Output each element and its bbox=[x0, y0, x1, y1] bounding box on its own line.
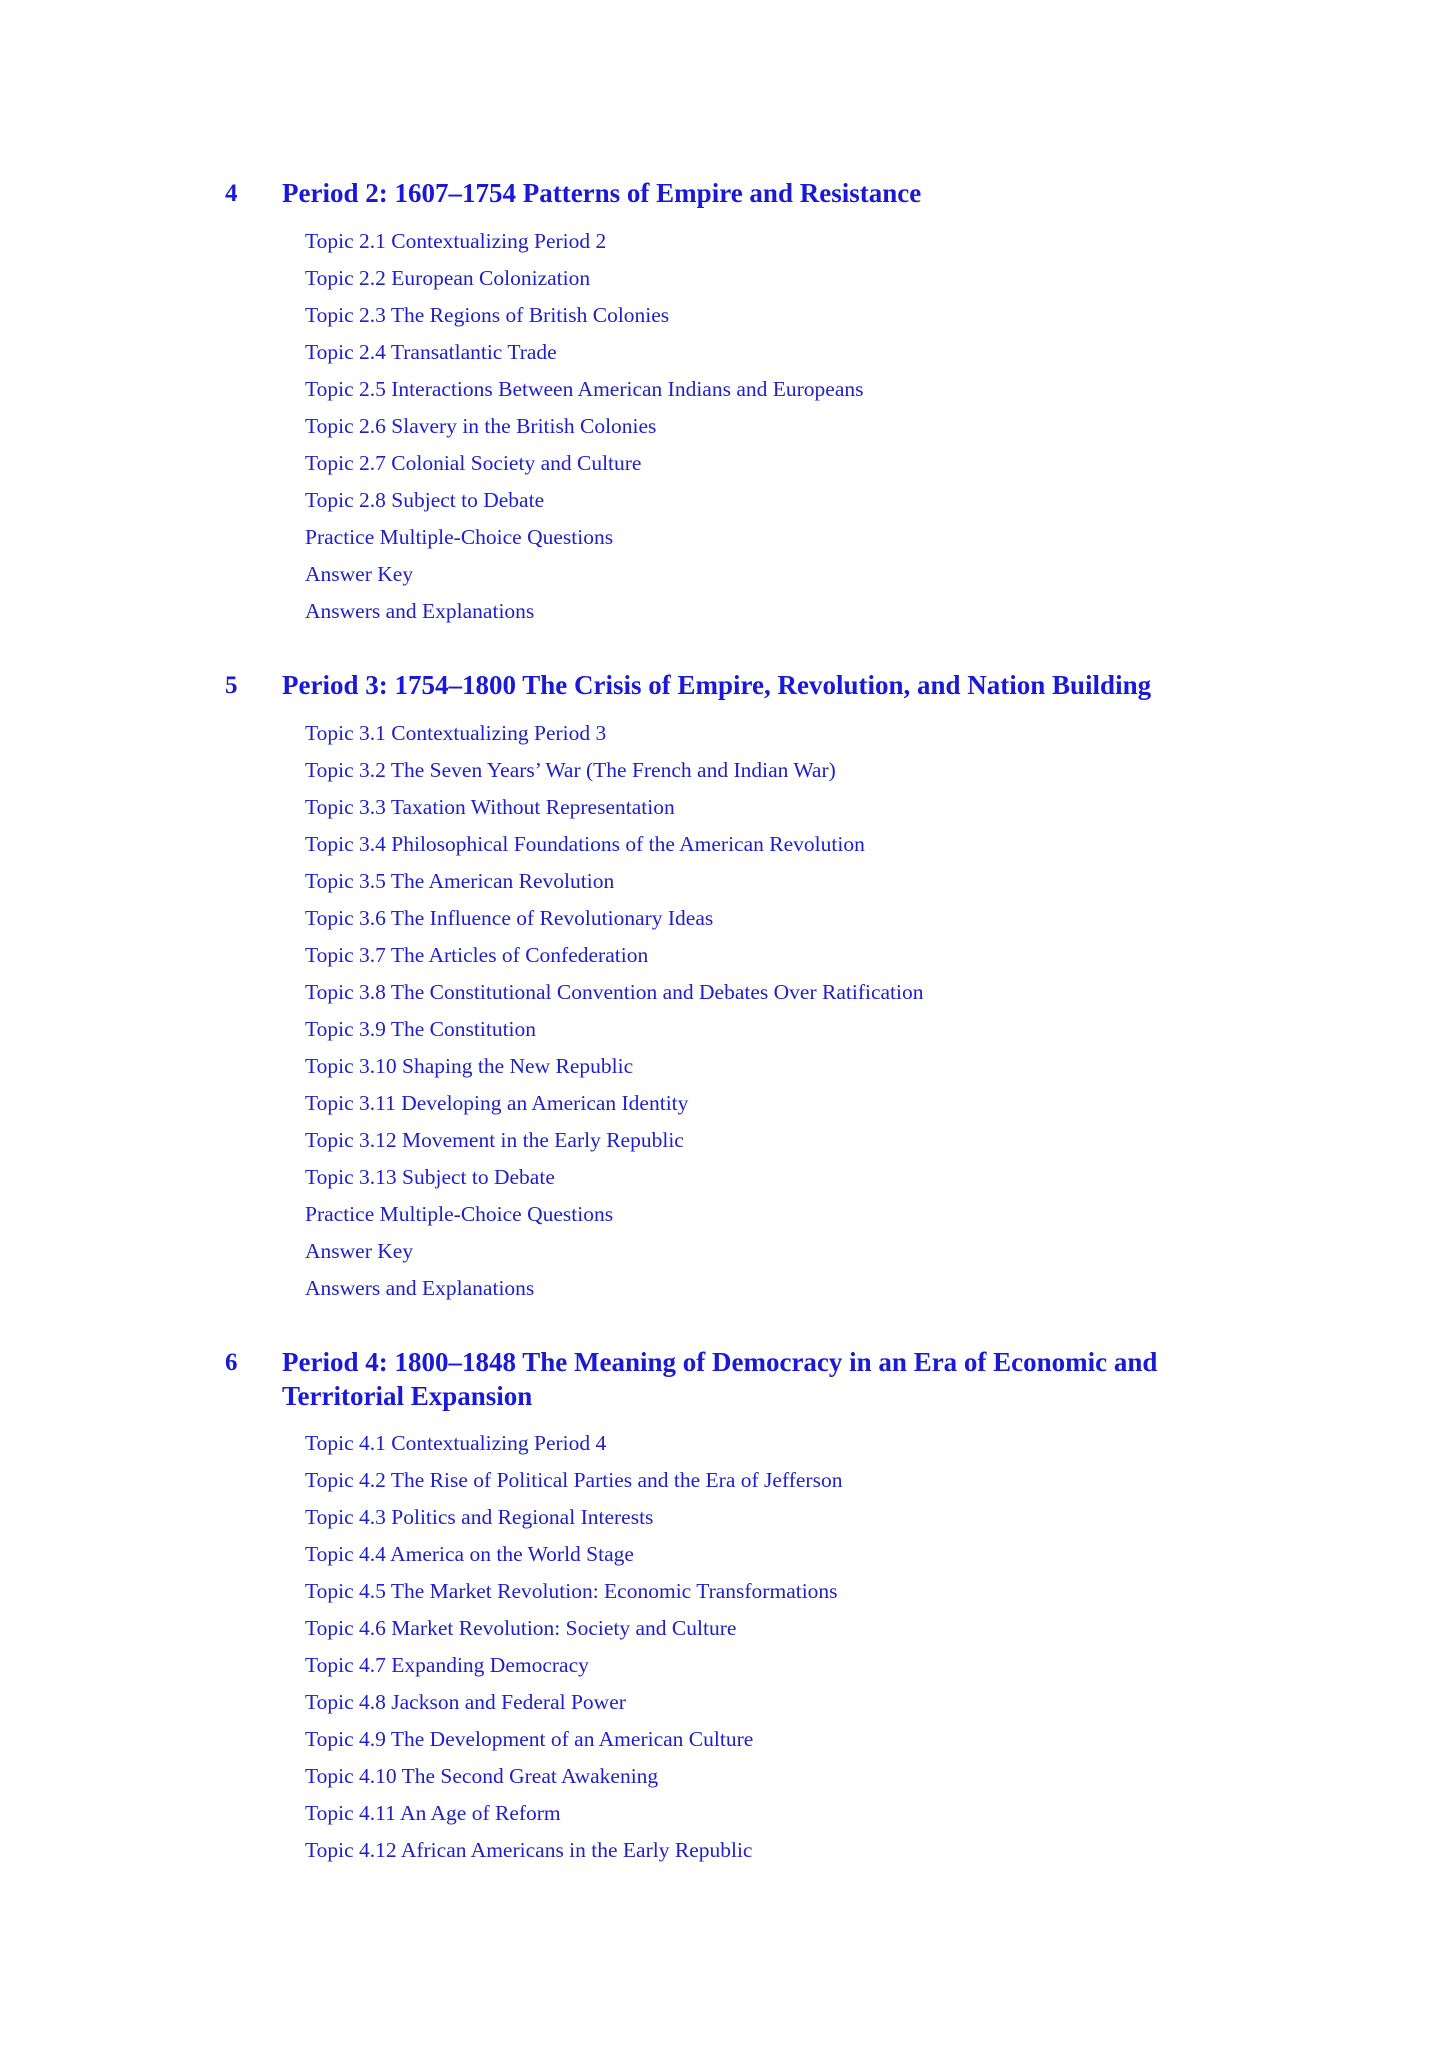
toc-link[interactable]: Topic 3.4 Philosophical Foundations of the American Revolution bbox=[305, 832, 865, 856]
toc-link[interactable]: Topic 4.10 The Second Great Awakening bbox=[305, 1764, 659, 1788]
toc-link[interactable]: Topic 2.5 Interactions Between American Indians and Europeans bbox=[305, 377, 864, 401]
chapter-items bbox=[305, 1425, 842, 1869]
toc-link[interactable]: Topic 2.3 The Regions of British Colonies bbox=[305, 303, 670, 327]
toc-link[interactable]: Topic 4.6 Market Revolution: Society and Culture bbox=[305, 1616, 737, 1640]
chapter-heading[interactable] bbox=[0, 1345, 1449, 1411]
toc-link[interactable]: Topic 4.3 Politics and Regional Interests bbox=[305, 1505, 654, 1529]
toc-link[interactable]: Topic 2.1 Contextualizing Period 2 bbox=[305, 229, 607, 253]
chapter-title[interactable]: Period 3: 1754–1800 The Crisis of Empire, Revolution, and Nation Building bbox=[282, 670, 1152, 700]
toc-link[interactable]: Topic 4.5 The Market Revolution: Economic Transformations bbox=[305, 1579, 838, 1603]
toc-link[interactable]: Topic 4.7 Expanding Democracy bbox=[305, 1653, 589, 1677]
toc-link[interactable]: Practice Multiple-Choice Questions bbox=[305, 1202, 614, 1226]
toc-link[interactable]: Topic 3.3 Taxation Without Representation bbox=[305, 795, 675, 819]
chapter-4 bbox=[0, 176, 1449, 623]
chapter-heading[interactable] bbox=[0, 668, 1449, 704]
chapter-number: 4 bbox=[225, 180, 238, 207]
toc-link[interactable]: Topic 4.4 America on the World Stage bbox=[305, 1542, 634, 1566]
toc-link[interactable]: Topic 3.7 The Articles of Confederation bbox=[305, 943, 649, 967]
toc-link[interactable]: Topic 4.11 An Age of Reform bbox=[305, 1801, 561, 1825]
chapter-5 bbox=[0, 668, 1449, 1300]
toc-link[interactable]: Answer Key bbox=[305, 1239, 414, 1263]
toc-link[interactable]: Topic 3.8 The Constitutional Convention and Debates Over Ratification bbox=[305, 980, 924, 1004]
chapter-title[interactable]: Period 2: 1607–1754 Patterns of Empire and Resistance bbox=[282, 178, 922, 208]
toc-link[interactable]: Topic 3.5 The American Revolution bbox=[305, 869, 615, 893]
toc-link[interactable]: Answers and Explanations bbox=[305, 599, 535, 623]
chapter-items bbox=[305, 223, 864, 630]
toc-link[interactable]: Topic 4.2 The Rise of Political Parties and the Era of Jefferson bbox=[305, 1468, 843, 1492]
toc-link[interactable]: Topic 3.9 The Constitution bbox=[305, 1017, 537, 1041]
toc-link[interactable]: Topic 4.9 The Development of an American Culture bbox=[305, 1727, 754, 1751]
toc-link[interactable]: Topic 3.10 Shaping the New Republic bbox=[305, 1054, 634, 1078]
chapter-number: 5 bbox=[225, 672, 238, 699]
toc-link[interactable]: Topic 2.8 Subject to Debate bbox=[305, 488, 545, 512]
chapter-items bbox=[305, 715, 924, 1307]
toc-link[interactable]: Topic 2.7 Colonial Society and Culture bbox=[305, 451, 642, 475]
toc-link[interactable]: Topic 4.8 Jackson and Federal Power bbox=[305, 1690, 626, 1714]
toc-link[interactable]: Topic 3.13 Subject to Debate bbox=[305, 1165, 555, 1189]
chapter-6 bbox=[0, 1345, 1449, 1862]
toc-link[interactable]: Topic 2.6 Slavery in the British Colonies bbox=[305, 414, 657, 438]
toc-link[interactable]: Topic 3.12 Movement in the Early Republic bbox=[305, 1128, 684, 1152]
chapter-title[interactable]: Period 4: 1800–1848 The Meaning of Democracy in an Era of Economic and Territorial Expansion bbox=[282, 1347, 1158, 1411]
toc-link[interactable]: Topic 3.1 Contextualizing Period 3 bbox=[305, 721, 607, 745]
chapter-heading[interactable] bbox=[0, 176, 1449, 212]
toc-link[interactable]: Topic 4.12 African Americans in the Early Republic bbox=[305, 1838, 753, 1862]
toc-link[interactable]: Answer Key bbox=[305, 562, 414, 586]
toc-link[interactable]: Topic 4.1 Contextualizing Period 4 bbox=[305, 1431, 607, 1455]
toc-link[interactable]: Topic 3.11 Developing an American Identity bbox=[305, 1091, 689, 1115]
toc-link[interactable]: Topic 2.2 European Colonization bbox=[305, 266, 591, 290]
toc-link[interactable]: Topic 3.2 The Seven Years’ War (The French and Indian War) bbox=[305, 758, 836, 782]
toc-link[interactable]: Answers and Explanations bbox=[305, 1276, 535, 1300]
chapter-number: 6 bbox=[225, 1349, 238, 1376]
toc-link[interactable]: Topic 2.4 Transatlantic Trade bbox=[305, 340, 557, 364]
toc-link[interactable]: Topic 3.6 The Influence of Revolutionary Ideas bbox=[305, 906, 714, 930]
toc-link[interactable]: Practice Multiple-Choice Questions bbox=[305, 525, 614, 549]
